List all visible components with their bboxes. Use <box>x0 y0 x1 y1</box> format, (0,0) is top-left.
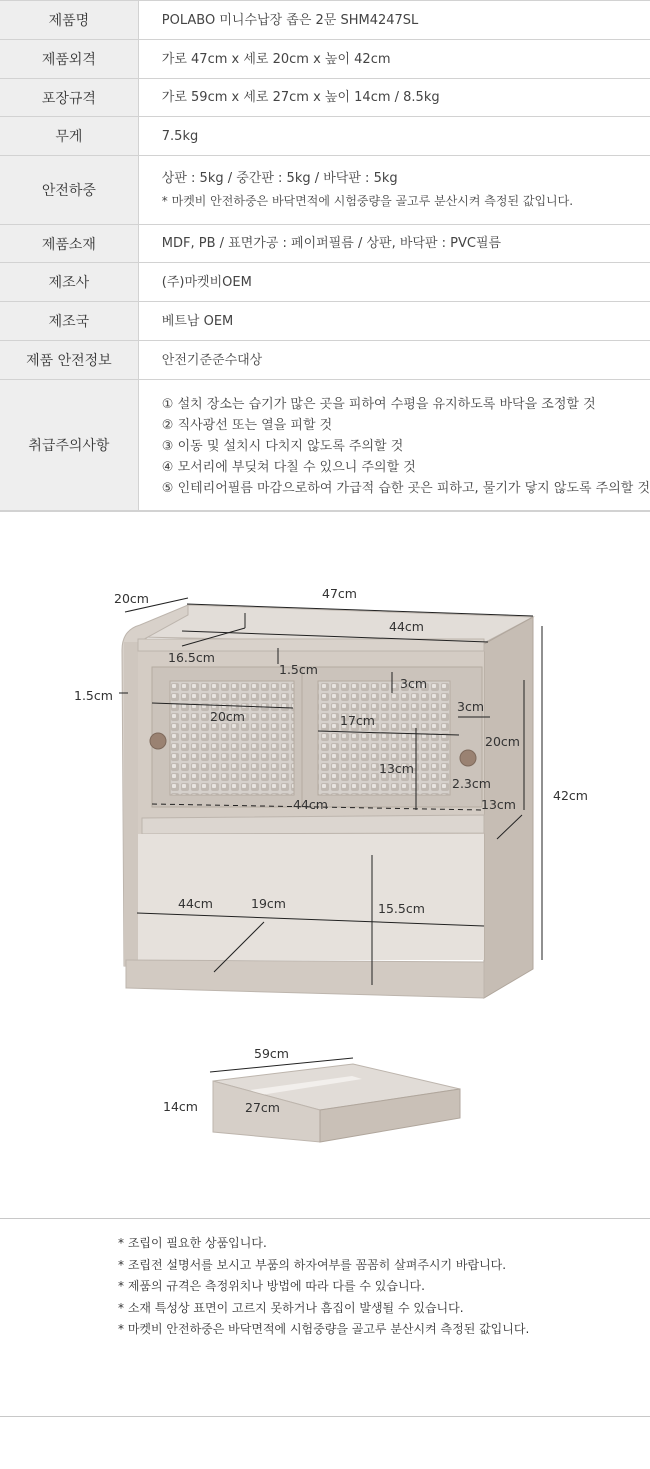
middle-shelf <box>142 815 484 834</box>
spec-label: 제조국 <box>0 302 138 341</box>
dim-label-glass-width: 17cm <box>340 713 375 728</box>
spec-value-line: 상판 : 5kg / 중간판 : 5kg / 바닥판 : 5kg <box>161 171 398 186</box>
caution-item: ⑤ 인테리어필름 마감으로하여 가급적 습한 곳은 피하고, 물기가 닿지 않도록 주의할 것 <box>161 480 650 496</box>
spec-label: 취급주의사항 <box>0 380 138 511</box>
spec-value <box>138 79 650 117</box>
dim-label-lower-inner-width: 44cm <box>178 896 213 911</box>
dim-label-knob: 2.3cm <box>452 776 491 791</box>
spec-label: 포장규격 <box>0 79 138 117</box>
spec-value-line: 가로 47cm x 세로 20cm x 높이 42cm <box>161 51 391 67</box>
spec-label: 제품 안전정보 <box>0 341 138 380</box>
note-item: * 조립전 설명서를 보시고 부품의 하자여부를 꼼꼼히 살펴주시기 바랍니다. <box>118 1257 507 1272</box>
dim-label-inner-depth: 16.5cm <box>168 650 215 665</box>
spec-row <box>0 302 650 341</box>
note-item: * 제품의 규격은 측정위치나 방법에 따라 다를 수 있습니다. <box>118 1279 425 1293</box>
spec-value <box>138 302 650 341</box>
note-item: * 마켓비 안전하중은 바닥면적에 시험중량을 골고루 분산시켜 측정된 값입니다. <box>118 1322 530 1336</box>
spec-value-line: 가로 59cm x 세로 27cm x 높이 14cm / 8.5kg <box>161 90 440 105</box>
spec-row <box>0 341 650 380</box>
diagram-svg <box>0 512 650 1219</box>
notes-section <box>0 1218 650 1417</box>
dim-label-side-gap: 3cm <box>457 699 485 714</box>
spec-row <box>0 156 650 225</box>
dim-label-width: 47cm <box>322 586 357 601</box>
caution-item: ③ 이동 및 설치시 다치지 않도록 주의할 것 <box>161 438 404 454</box>
spec-row <box>0 1 650 40</box>
cabinet-base <box>126 960 484 998</box>
left-panel-edge <box>124 642 138 966</box>
spec-value-line: 안전기준준수대상 <box>161 352 263 368</box>
spec-row <box>0 79 650 117</box>
dimension-diagram <box>0 511 650 1219</box>
dim-label-package-width: 59cm <box>254 1046 289 1061</box>
spec-row <box>0 225 650 263</box>
dim-label-package-depth: 27cm <box>245 1100 280 1115</box>
dim-label-side-thickness: 1.5cm <box>74 688 113 703</box>
spec-value-line: 7.5kg <box>161 128 199 144</box>
spec-label: 안전하중 <box>0 156 138 225</box>
spec-value <box>138 40 650 79</box>
right-door-glass <box>318 681 450 795</box>
spec-value-note: * 마켓비 안전하중은 바닥면적에 시험중량을 골고루 분산시켜 측정된 값입니다. <box>161 194 574 208</box>
spec-value <box>138 341 650 380</box>
dim-label-upper-inner-width: 44cm <box>293 797 328 812</box>
dim-label-depth: 20cm <box>114 591 149 606</box>
spec-value-line: POLABO 미니수납장 좁은 2문 SHM4247SL <box>161 12 419 28</box>
caution-item: ④ 모서리에 부딪쳐 다칠 수 있으니 주의할 것 <box>161 459 416 475</box>
knob-left <box>150 733 166 749</box>
notes-list <box>0 1219 650 1341</box>
caution-item: ① 설치 장소는 습기가 많은 곳을 피하여 수평을 유지하도록 바닥을 조정할 것 <box>161 396 596 412</box>
dim-label-shelf-thickness: 1.5cm <box>279 662 318 677</box>
dim-label-door-height: 20cm <box>485 734 520 749</box>
spec-label: 제품외격 <box>0 40 138 79</box>
spec-label: 무게 <box>0 117 138 156</box>
left-door-glass <box>170 681 294 795</box>
spec-row <box>0 117 650 156</box>
note-item: * 조립이 필요한 상품입니다. <box>118 1236 267 1250</box>
dim-label-lower-height: 15.5cm <box>378 901 425 916</box>
dim-label-door-width: 20cm <box>210 709 245 724</box>
spec-row <box>0 263 650 302</box>
dim-label-glass-height: 13cm <box>379 761 414 776</box>
spec-value <box>138 156 650 225</box>
note-item: * 소재 특성상 표면이 고르지 못하거나 흠집이 발생될 수 있습니다. <box>118 1300 464 1315</box>
spec-row <box>0 40 650 79</box>
spec-label: 제품명 <box>0 1 138 40</box>
spec-value <box>138 1 650 40</box>
spec-value <box>138 380 650 511</box>
spec-row <box>0 380 650 511</box>
spec-value-line: 베트남 OEM <box>161 313 234 329</box>
cabinet-top <box>138 605 533 644</box>
spec-value-line: MDF, PB / 표면가공 : 페이퍼필름 / 상판, 바닥판 : PVC필름 <box>161 236 502 251</box>
spec-value <box>138 117 650 156</box>
spec-value <box>138 263 650 302</box>
caution-item: ② 직사광선 또는 열을 피할 것 <box>161 417 333 433</box>
spec-table <box>0 0 650 511</box>
spec-value <box>138 225 650 263</box>
dim-label-lower-depth: 19cm <box>251 896 286 911</box>
dim-label-package-height: 14cm <box>163 1099 198 1114</box>
spec-label: 제조사 <box>0 263 138 302</box>
knob-right <box>460 750 476 766</box>
dim-label-inner-width: 44cm <box>389 619 424 634</box>
spec-label: 제품소재 <box>0 225 138 263</box>
dim-label-door-gap: 3cm <box>400 676 428 691</box>
dim-label-height: 42cm <box>553 788 588 803</box>
spec-value-line: (주)마켓비OEM <box>161 274 252 290</box>
dim-label-shelf-depth: 13cm <box>481 797 516 812</box>
